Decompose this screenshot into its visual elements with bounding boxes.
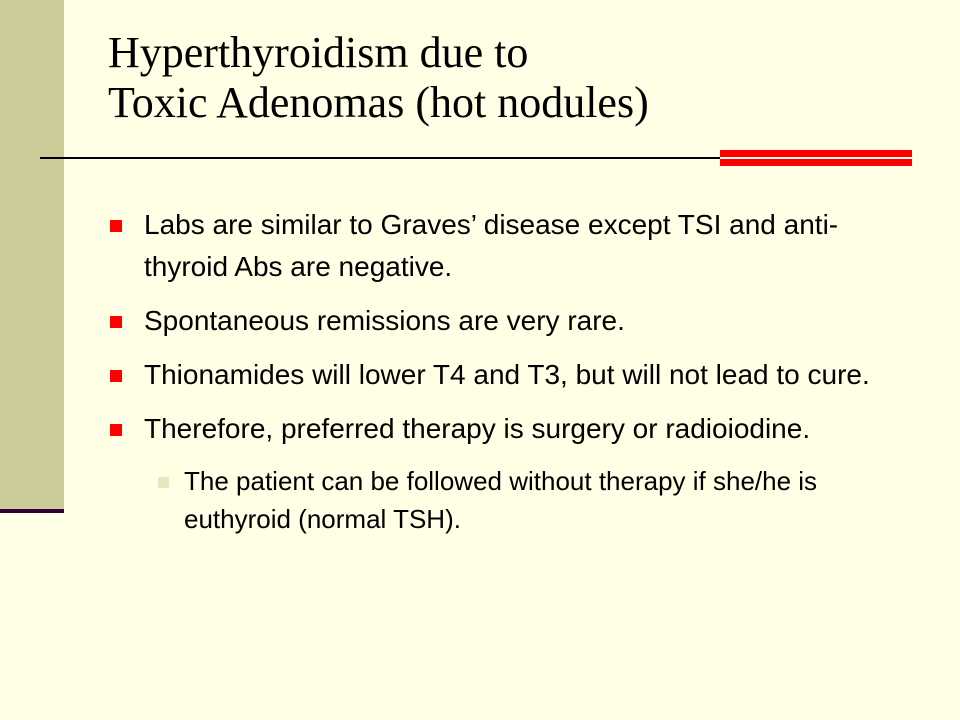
square-bullet-icon (110, 424, 122, 436)
square-bullet-icon (110, 220, 122, 232)
bullet-item (108, 204, 916, 288)
title-accent-bar-gap (720, 157, 912, 159)
bullet-text: Spontaneous remissions are very rare. (144, 305, 625, 336)
bullet-text: Therefore, preferred therapy is surgery or radioiodine. (144, 413, 811, 444)
sub-bullet-item (148, 462, 916, 538)
title-line-2: Toxic Adenomas (hot nodules) (108, 78, 649, 127)
bullet-item (108, 300, 916, 342)
square-sub-bullet-icon (158, 477, 169, 488)
title-line-1: Hyperthyroidism due to (108, 28, 529, 77)
bullet-item (108, 408, 916, 450)
left-band-rule (0, 509, 64, 513)
square-bullet-icon (110, 316, 122, 328)
square-bullet-icon (110, 370, 122, 382)
sub-bullet-text: The patient can be followed without therapy if she/he is euthyroid (normal TSH). (184, 466, 818, 534)
bullet-text: Labs are similar to Graves’ disease except TSI and anti-thyroid Abs are negative. (144, 209, 839, 282)
left-decorative-band (0, 0, 64, 512)
slide-body (108, 204, 916, 538)
slide-title (108, 28, 928, 128)
bullet-text: Thionamides will lower T4 and T3, but will not lead to cure. (144, 359, 870, 390)
bullet-item (108, 354, 916, 396)
